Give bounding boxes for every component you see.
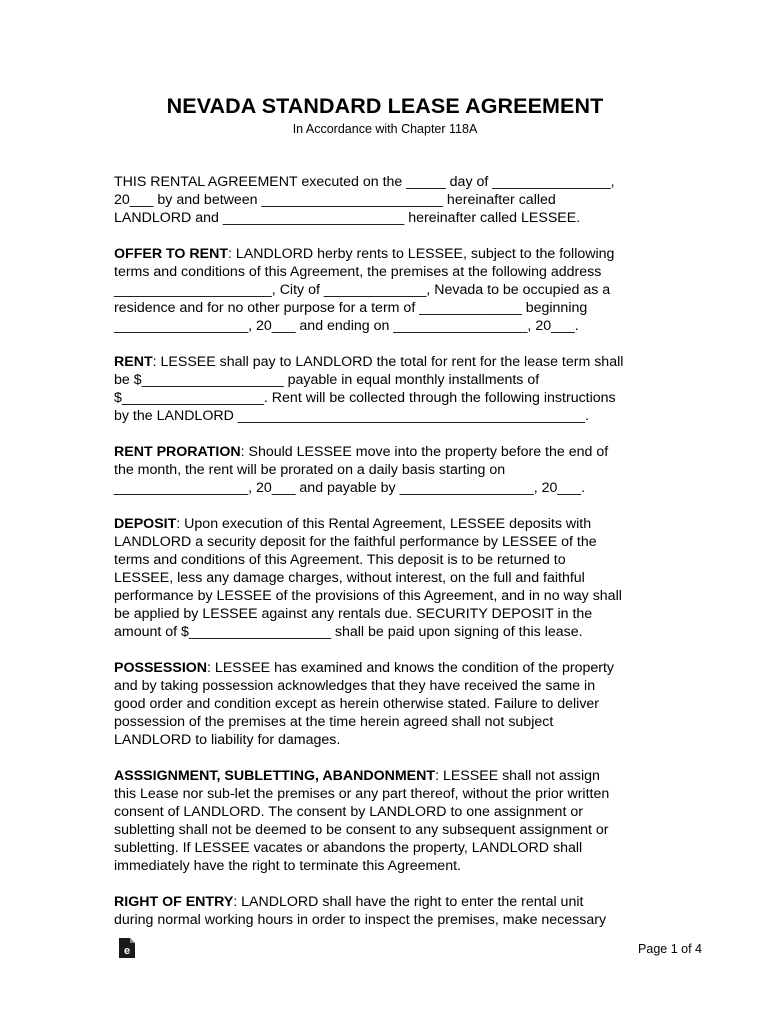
line-text: subletting shall not be deemed to be consent to any subsequent assignment or — [114, 822, 609, 838]
line-text: _________________, 20___ and ending on _________________, 20___. — [114, 318, 579, 334]
paragraph-line — [114, 515, 674, 533]
paragraph-line — [114, 551, 674, 569]
paragraph-line — [114, 605, 674, 623]
paragraph-line — [114, 245, 674, 263]
paragraph-line — [114, 767, 674, 785]
line-text: _________________, 20___ and payable by _________________, 20___. — [114, 480, 586, 496]
document-body — [114, 173, 674, 947]
line-text: LANDLORD and _______________________ hereinafter called LESSEE. — [114, 210, 581, 226]
line-text: this Lease nor sub-let the premises or any part thereof, without the prior written — [114, 786, 610, 802]
paragraph-line — [114, 893, 674, 911]
paragraph-line — [114, 803, 674, 821]
paragraph-line — [114, 587, 674, 605]
paragraph — [114, 443, 674, 497]
line-text: : LANDLORD shall have the right to enter the rental unit — [233, 894, 584, 910]
paragraph — [114, 767, 674, 875]
line-text: : LANDLORD herby rents to LESSEE, subject to the following — [228, 246, 615, 262]
line-text: performance by LESSEE of the provisions of this Agreement, and in no way shall — [114, 588, 622, 604]
line-text: subletting. If LESSEE vacates or abandons the property, LANDLORD shall — [114, 840, 583, 856]
paragraph-line — [114, 461, 674, 479]
paragraph-line — [114, 569, 674, 587]
line-text: 20___ by and between _______________________ hereinafter called — [114, 192, 556, 208]
line-text: residence and for no other purpose for a term of _____________ beginning — [114, 300, 588, 316]
line-text: LANDLORD a security deposit for the faithful performance by LESSEE of the — [114, 534, 597, 550]
line-text: LESSEE, less any damage charges, without interest, on the full and faithful — [114, 570, 585, 586]
paragraph — [114, 245, 674, 335]
line-text: be $__________________ payable in equal monthly installments of — [114, 372, 540, 388]
paragraph-line — [114, 731, 674, 749]
line-text: be applied by LESSEE against any rentals due. SECURITY DEPOSIT in the — [114, 606, 593, 622]
line-text: : LESSEE shall pay to LANDLORD the total for rent for the lease term shall — [152, 354, 624, 370]
line-text: possession of the premises at the time herein agreed shall not subject — [114, 714, 554, 730]
paragraph-line — [114, 857, 674, 875]
paragraph-line — [114, 911, 674, 929]
paragraph-line — [114, 191, 674, 209]
paragraph-line — [114, 695, 674, 713]
line-text: and by taking possession acknowledges that they have received the same in — [114, 678, 596, 694]
paragraph — [114, 173, 674, 227]
paragraph-line — [114, 371, 674, 389]
section-heading: RIGHT OF ENTRY — [114, 894, 234, 910]
section-heading: POSSESSION — [114, 660, 208, 676]
line-text: immediately have the right to terminate this Agreement. — [114, 858, 461, 874]
line-text: : Upon execution of this Rental Agreement, LESSEE deposits with — [176, 516, 592, 532]
line-text: terms and conditions of this Agreement. This deposit is to be returned to — [114, 552, 566, 568]
section-heading: ASSSIGNMENT, SUBLETTING, ABANDONMENT — [114, 768, 436, 784]
line-text: consent of LANDLORD. The consent by LANDLORD to one assignment or — [114, 804, 583, 820]
svg-text:e: e — [123, 945, 131, 957]
line-text: amount of $__________________ shall be paid upon signing of this lease. — [114, 624, 583, 640]
paragraph-line — [114, 479, 674, 497]
paragraph — [114, 353, 674, 425]
line-text: : LESSEE has examined and knows the condition of the property — [207, 660, 615, 676]
line-text: : Should LESSEE move into the property before the end of — [240, 444, 609, 460]
paragraph-line — [114, 281, 674, 299]
paragraph-line — [114, 353, 674, 371]
section-heading: OFFER TO RENT — [114, 246, 229, 262]
section-heading: RENT PRORATION — [114, 444, 241, 460]
paragraph-line — [114, 443, 674, 461]
paragraph — [114, 659, 674, 749]
paragraph-line — [114, 389, 674, 407]
paragraph-line — [114, 173, 674, 191]
paragraph-line — [114, 299, 674, 317]
section-heading: DEPOSIT — [114, 516, 177, 532]
line-text: terms and conditions of this Agreement, the premises at the following address — [114, 264, 602, 280]
paragraph-line — [114, 713, 674, 731]
line-text: ____________________, City of _____________, Nevada to be occupied as a — [114, 282, 611, 298]
paragraph-line — [114, 623, 674, 641]
line-text: good order and condition except as herein otherwise stated. Failure to deliver — [114, 696, 600, 712]
paragraph-line — [114, 659, 674, 677]
paragraph — [114, 893, 674, 929]
line-text: the month, the rent will be prorated on a daily basis starting on — [114, 462, 506, 478]
paragraph-line — [114, 839, 674, 857]
section-heading: RENT — [114, 354, 153, 370]
page-number: Page 1 of 4 — [638, 942, 702, 956]
paragraph-line — [114, 677, 674, 695]
document-title: NEVADA STANDARD LEASE AGREEMENT — [166, 94, 604, 118]
line-text: : LESSEE shall not assign — [435, 768, 600, 784]
eforms-logo-icon — [118, 937, 136, 959]
line-text: during normal working hours in order to inspect the premises, make necessary — [114, 912, 607, 928]
paragraph — [114, 515, 674, 641]
line-text: LANDLORD to liability for damages. — [114, 732, 341, 748]
line-text: THIS RENTAL AGREEMENT executed on the _____ day of _______________, — [114, 174, 615, 190]
paragraph-line — [114, 533, 674, 551]
paragraph-line — [114, 785, 674, 803]
paragraph-line — [114, 821, 674, 839]
paragraph-line — [114, 317, 674, 335]
line-text: by the LANDLORD ____________________________________________. — [114, 408, 589, 424]
line-text: $__________________. Rent will be collected through the following instructions — [114, 390, 616, 406]
document-subtitle: In Accordance with Chapter 118A — [292, 122, 478, 136]
paragraph-line — [114, 407, 674, 425]
paragraph-line — [114, 263, 674, 281]
paragraph-line — [114, 209, 674, 227]
